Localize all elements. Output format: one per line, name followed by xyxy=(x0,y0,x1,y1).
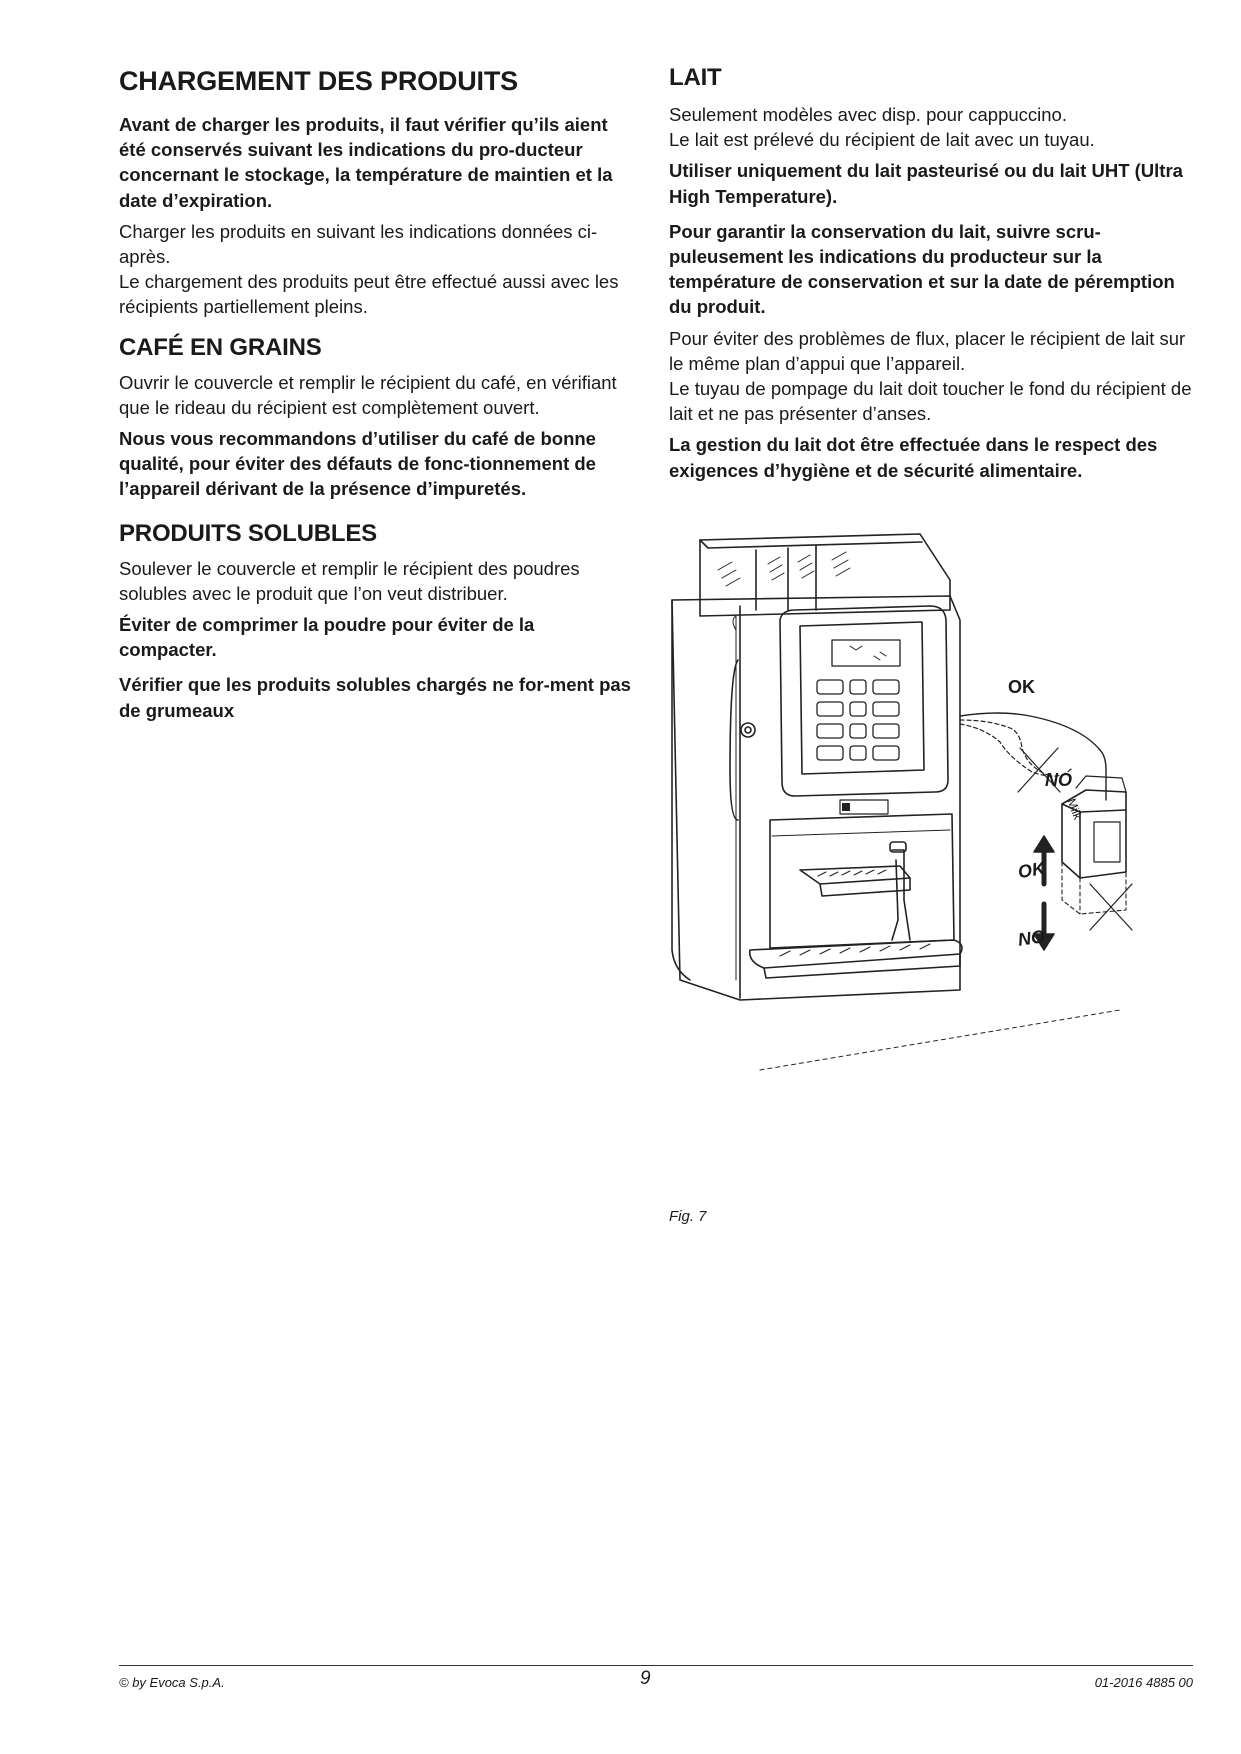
page-number: 9 xyxy=(640,1668,651,1689)
document-code: 01-2016 4885 00 xyxy=(1094,1675,1193,1690)
coffee-paragraph: Ouvrir le couvercle et remplir le récipient du café, en vérifiant que le rideau du récipient est complètement ouvert. xyxy=(119,371,617,418)
milk-paragraph-4: Le tuyau de pompage du lait doit toucher le fond du récipient de lait et ne pas présenter d’anses. xyxy=(669,378,1192,425)
footer-copyright: © by Evoca S.p.A. xyxy=(119,1675,225,1690)
footer-divider xyxy=(119,1665,1193,1666)
milk-warning-1: Utiliser uniquement du lait pasteurisé ou du lait UHT (Ultra High Temperature). xyxy=(669,160,1183,207)
label-ok-middle: OK xyxy=(1016,857,1047,883)
intro-paragraph-2: Le chargement des produits peut être effectué aussi avec les récipients partiellement pleins. xyxy=(119,271,619,318)
soluble-heading: PRODUITS SOLUBLES xyxy=(119,519,377,547)
machine-illustration xyxy=(660,520,1180,1080)
milk-warning-3: La gestion du lait dot être effectuée dans le respect des exigences d’hygiène et de sécurité alimentaire. xyxy=(669,434,1158,481)
label-no-bottom: NO xyxy=(1016,926,1047,950)
left-column xyxy=(119,62,634,729)
milk-carton-label: Milk xyxy=(1064,796,1085,822)
coffee-machine-figure xyxy=(660,520,1180,1080)
intro-paragraph-1: Charger les produits en suivant les indications données ci-après. xyxy=(119,220,598,268)
label-ok-top: OK xyxy=(1008,677,1035,697)
soluble-paragraph: Soulever le couvercle et remplir le récipient des poudres solubles avec le produit que l’on veut distribuer. xyxy=(119,557,580,604)
milk-paragraph-2: Le lait est prélevé du récipient de lait avec un tuyau. xyxy=(669,129,1095,151)
milk-paragraph-3: Pour éviter des problèmes de flux, placer le récipient de lait sur le même plan d’appui que l’appareil. xyxy=(669,327,1186,374)
right-column xyxy=(669,62,1194,489)
page-title: CHARGEMENT DES PRODUITS xyxy=(119,66,518,96)
intro-warning: Avant de charger les produits, il faut vérifier qu’ils aient été conservés suivant les indications du pro-ducteur concernant le stockage, la température de maintien et la date d’expiration. xyxy=(119,114,613,211)
milk-paragraph-1: Seulement modèles avec disp. pour cappuccino. xyxy=(669,104,1067,125)
coffee-recommendation: Nous vous recommandons d’utiliser du café de bonne qualité, pour éviter des défauts de fonc-tionnement de l’appareil dérivant de la présence d’impuretés. xyxy=(119,428,596,500)
label-no-top: NO xyxy=(1045,770,1072,790)
milk-warning-2: Pour garantir la conservation du lait, suivre scru-puleusement les indications du producteur sur la température de conservation et sur la date de péremption du produit. xyxy=(669,220,1175,318)
soluble-warning-1: Éviter de comprimer la poudre pour éviter de la compacter. xyxy=(119,614,535,661)
soluble-warning-2: Vérifier que les produits solubles chargés ne for-ment pas de grumeaux xyxy=(119,674,631,721)
milk-heading: LAIT xyxy=(669,64,722,91)
coffee-heading: CAFÉ EN GRAINS xyxy=(119,333,322,361)
figure-caption: Fig. 7 xyxy=(669,1208,707,1225)
